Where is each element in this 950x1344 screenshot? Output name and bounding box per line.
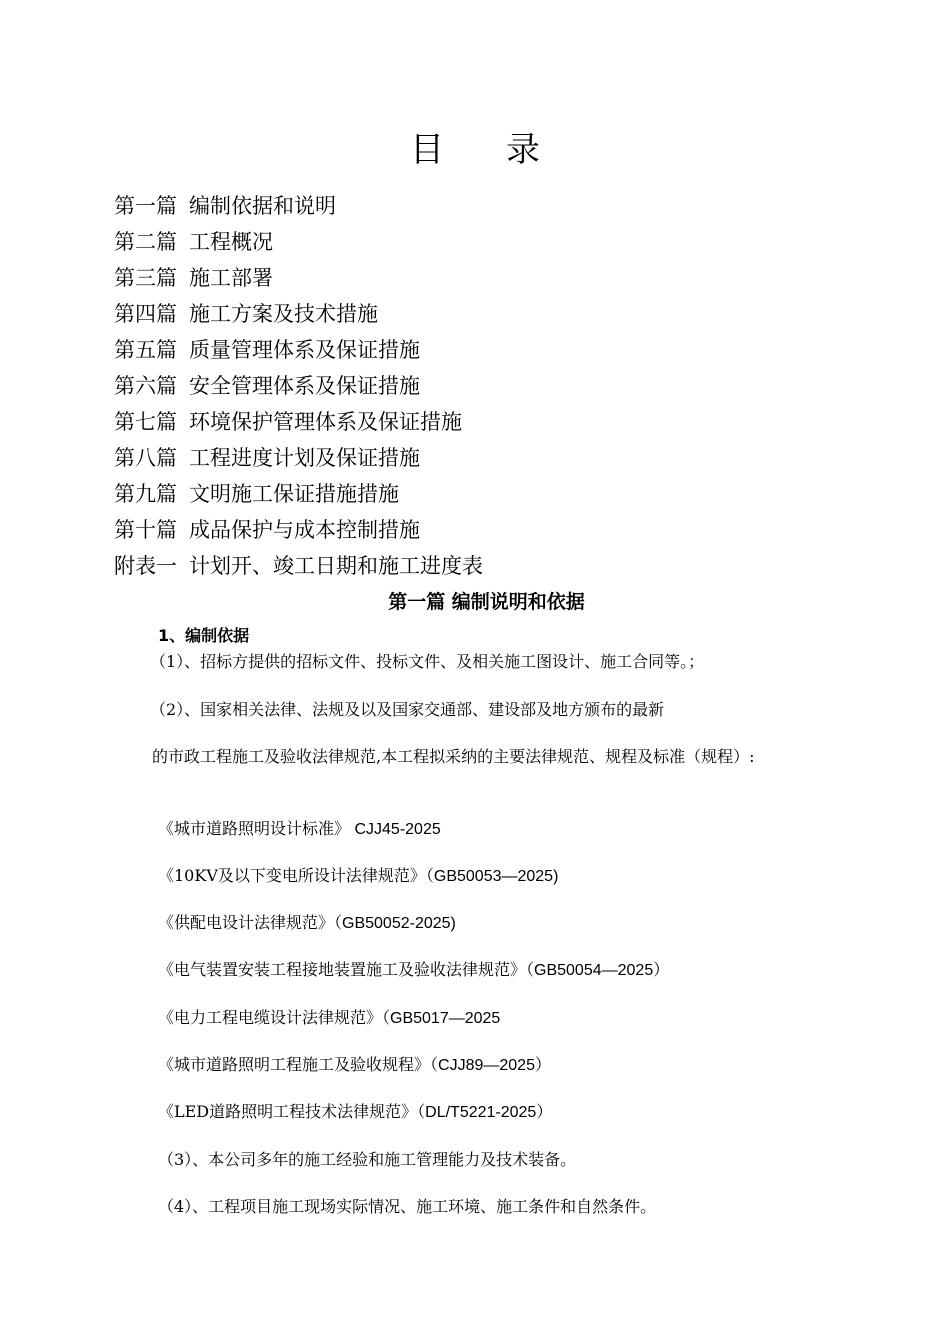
standard-code: （GB50052-2025)	[334, 915, 456, 932]
toc-list	[114, 188, 483, 584]
toc-item-text: 工程概况	[189, 230, 273, 254]
paragraph-basis-3: （3）、本公司多年的施工经验和施工管理能力及技术装备。	[158, 1150, 577, 1169]
standard-item	[158, 1006, 500, 1031]
standard-name: 《电气装置安装工程接地装置施工及验收法律规范》	[158, 960, 527, 979]
standard-code: （GB50053—2025)	[425, 868, 559, 885]
toc-item	[114, 404, 483, 440]
toc-item-number: 第三篇	[114, 266, 177, 290]
toc-item	[114, 188, 483, 224]
toc-item-number: 附表一	[114, 554, 177, 578]
toc-item	[114, 332, 483, 368]
toc-item-number: 第六篇	[114, 374, 177, 398]
standard-code: （DL/T5221-2025）	[417, 1104, 553, 1121]
toc-title: 目录	[410, 130, 602, 170]
toc-item	[114, 512, 483, 548]
toc-item	[114, 368, 483, 404]
standard-name: 《LED道路照明工程技术法律规范》	[158, 1102, 418, 1121]
toc-item-number: 第一篇	[114, 194, 177, 218]
toc-item-number: 第七篇	[114, 410, 177, 434]
standard-name: 《电力工程电缆设计法律规范》	[158, 1008, 383, 1027]
paragraph-basis-2-continued: 的市政工程施工及验收法律规范,本工程拟采纳的主要法律规范、规程及标准（规程）:	[152, 747, 755, 766]
toc-item-number: 第八篇	[114, 446, 177, 470]
toc-item-text: 施工方案及技术措施	[189, 302, 378, 326]
toc-item	[114, 224, 483, 260]
standard-code: CJJ45-2025	[350, 821, 441, 838]
toc-item-text: 环境保护管理体系及保证措施	[189, 410, 462, 434]
standard-item	[158, 1053, 551, 1078]
standard-code: （CJJ89—2025）	[430, 1057, 551, 1074]
toc-item-number: 第十篇	[114, 518, 177, 542]
toc-item	[114, 548, 483, 584]
standard-item	[158, 958, 669, 983]
paragraph-basis-1: （1）、招标方提供的招标文件、投标文件、及相关施工图设计、施工合同等。；	[150, 652, 705, 671]
standard-code: （GB5017—2025	[382, 1010, 501, 1027]
toc-item-text: 成品保护与成本控制措施	[189, 518, 420, 542]
toc-item-text: 质量管理体系及保证措施	[189, 338, 420, 362]
toc-item-text: 工程进度计划及保证措施	[189, 446, 420, 470]
standard-name: 《城市道路照明设计标准》	[158, 819, 351, 838]
standard-name: 《城市道路照明工程施工及验收规程》	[158, 1055, 431, 1074]
toc-item-number: 第四篇	[114, 302, 177, 326]
toc-item-number: 第二篇	[114, 230, 177, 254]
toc-item	[114, 440, 483, 476]
toc-item-number: 第五篇	[114, 338, 177, 362]
toc-item-text: 安全管理体系及保证措施	[189, 374, 420, 398]
toc-item	[114, 296, 483, 332]
subsection-heading: 1、编制依据	[158, 626, 250, 645]
toc-item-text: 文明施工保证措施措施	[189, 482, 399, 506]
toc-item-text: 施工部署	[189, 266, 273, 290]
section-title: 第一篇 编制说明和依据	[388, 591, 585, 613]
standard-item	[158, 817, 441, 842]
toc-item-text: 计划开、竣工日期和施工进度表	[189, 554, 483, 578]
standard-item	[158, 911, 456, 936]
standard-item	[158, 1100, 552, 1125]
toc-item-number: 第九篇	[114, 482, 177, 506]
standard-code: （GB50054—2025）	[526, 962, 670, 979]
paragraph-basis-4: （4）、工程项目施工现场实际情况、施工环境、施工条件和自然条件。	[158, 1197, 657, 1216]
toc-item	[114, 260, 483, 296]
paragraph-basis-2: （2）、国家相关法律、法规及以及国家交通部、建设部及地方颁布的最新	[150, 700, 665, 719]
standard-name: 《10KV及以下变电所设计法律规范》	[158, 866, 426, 885]
toc-item-text: 编制依据和说明	[189, 194, 336, 218]
standard-item	[158, 864, 558, 889]
standard-name: 《供配电设计法律规范》	[158, 913, 335, 932]
toc-item	[114, 476, 483, 512]
